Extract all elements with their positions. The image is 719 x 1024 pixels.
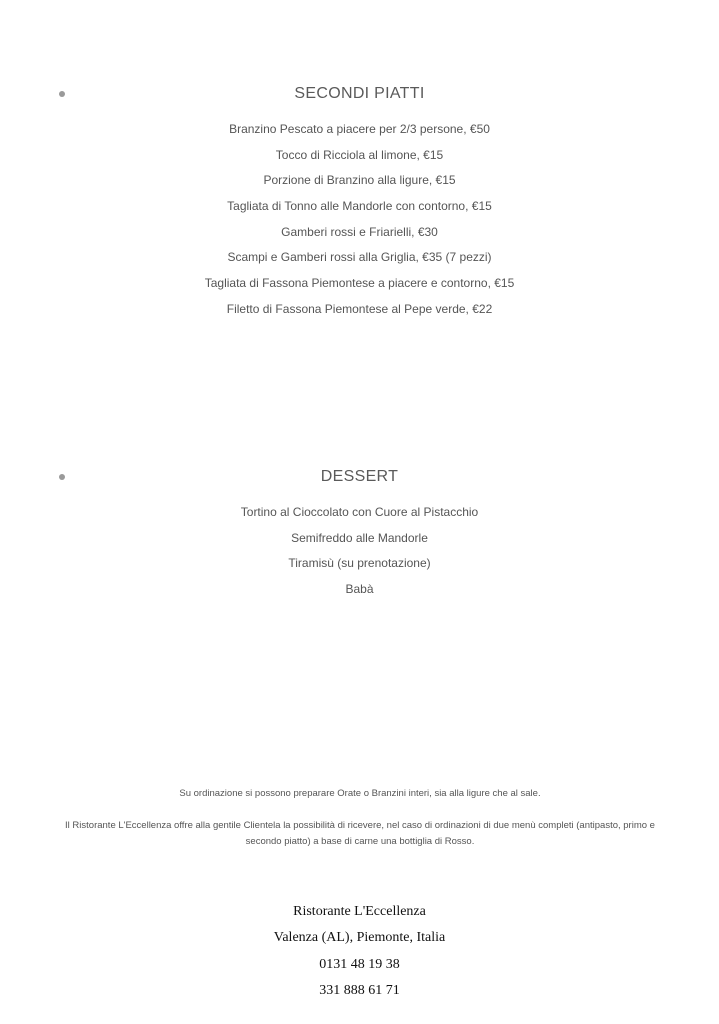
restaurant-address: Valenza (AL), Piemonte, Italia <box>273 930 446 946</box>
menu-item: Porzione di Branzino alla ligure, €15 <box>263 173 456 188</box>
order-note: Su ordinazione si possono preparare Orate o Branzini interi, sia alla ligure che al sale. <box>179 788 541 799</box>
menu-item: Gamberi rossi e Friarielli, €30 <box>281 224 438 239</box>
menu-item: Tagliata di Tonno alle Mandorle con contorno, €15 <box>227 199 492 214</box>
menu-item: Filetto di Fassona Piemontese al Pepe verde, €22 <box>226 301 493 316</box>
menu-item: Tiramisù (su prenotazione) <box>288 556 431 571</box>
menu-item: Tocco di Ricciola al limone, €15 <box>275 147 444 162</box>
menu-item: Babà <box>345 582 374 597</box>
menu-item: Tortino al Cioccolato con Cuore al Pistacchio <box>240 505 479 519</box>
phone-number: 0131 48 19 38 <box>319 956 400 972</box>
menu-item: Scampi e Gamberi rossi alla Griglia, €35 (7 pezzi) <box>227 250 492 265</box>
menu-item: Branzino Pescato a piacere per 2/3 persone, €50 <box>229 122 490 136</box>
secondi-list <box>0 117 719 323</box>
section-title-dessert: DESSERT <box>320 468 399 485</box>
dessert-list <box>0 500 719 603</box>
menu-item: Tagliata di Fassona Piemontese a piacere e contorno, €15 <box>204 276 515 291</box>
section-title-secondi: SECONDI PIATTI <box>294 85 425 102</box>
offer-note: Il Ristorante L'Eccellenza offre alla gentile Clientela la possibilità di ricevere, nel caso di ordinazioni di due menù completi (antipasto, primo e secondo piatto) a base di carne una bottiglia di Rosso. <box>65 820 655 847</box>
restaurant-name: Ristorante L'Eccellenza <box>293 904 426 919</box>
restaurant-info <box>0 899 719 1004</box>
menu-item: Semifreddo alle Mandorle <box>291 530 428 545</box>
phone-number: 331 888 61 71 <box>319 982 400 998</box>
